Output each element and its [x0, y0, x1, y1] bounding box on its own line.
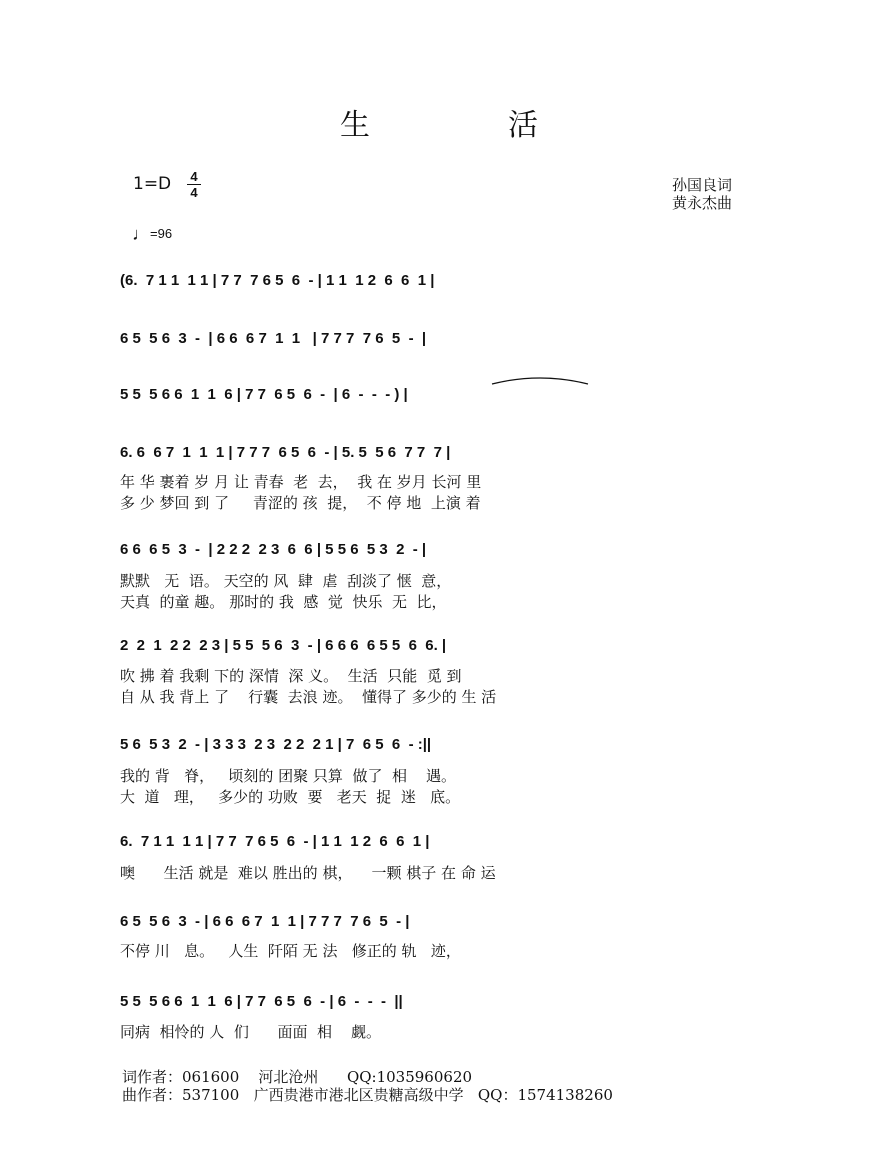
notation-text: 2 2 1 2 2 2 3 | 5 5 5 6 3 - | 6 6 6 6 5 5 6 6. | — [120, 637, 447, 654]
notation-text: 6. 7 1 1 1 1 | 7 7 7 6 5 6 - | 1 1 1 2 6 6 1 | — [120, 833, 430, 850]
notation-text: 5 5 5 6 6 1 1 6 | 7 7 6 5 6 - | 6 - - - || — [120, 993, 403, 1010]
notation-text: 5 5 5 6 6 1 1 6 | 7 7 6 5 6 - | 6 - - - ) | — [120, 386, 408, 403]
notation-row — [120, 736, 760, 766]
time-signature — [187, 170, 201, 199]
lyricist: 孙国良词 — [672, 176, 733, 194]
lyric-line: 同病 相怜的 人 们 面面 相 觑。 — [120, 1023, 382, 1041]
notation-row — [120, 913, 760, 943]
credits — [672, 176, 732, 212]
notation-row — [120, 272, 760, 302]
notation-text: 5 6 5 3 2 - | 3 3 3 2 3 2 2 2 1 | 7 6 5 6 - :|| — [120, 736, 432, 753]
notation-row — [120, 541, 760, 571]
lyric-line: 年 华 裹着 岁 月 让 青春 老 去， 我 在 岁月 长河 里 — [120, 473, 482, 491]
slur-mark — [120, 386, 760, 416]
notation-text: 6 5 5 6 3 - | 6 6 6 7 1 1 | 7 7 7 7 6 5 - | — [120, 330, 427, 347]
key-signature: 1=D — [133, 174, 172, 194]
tempo-marking — [132, 224, 172, 245]
time-signature-top: 4 — [190, 169, 198, 184]
notation-row — [120, 833, 760, 863]
footer-lyricist-info: 词作者：061600 河北沧州 QQ:1035960620 — [122, 1068, 473, 1086]
tempo-value: =96 — [150, 226, 173, 241]
lyric-line: 天真 的童 趣。 那时的 我 感 觉 快乐 无 比， — [120, 593, 447, 611]
lyric-line: 我的 背 脊， 顷刻的 团聚 只算 做了 相 遇。 — [120, 767, 457, 785]
composer: 黄永杰曲 — [672, 194, 733, 212]
lyric-line: 自 从 我 背上 了 行囊 去浪 迹。 懂得了 多少的 生 活 — [120, 688, 497, 706]
lyric-line: 默默 无 语。 天空的 风 肆 虐 刮淡了 惬 意， — [120, 572, 452, 590]
notation-row — [120, 993, 760, 1023]
lyric-line: 多 少 梦回 到 了 青涩的 孩 提， 不 停 地 上演 着 — [120, 494, 481, 512]
footer-composer-info: 曲作者：537100 广西贵港市港北区贵糖高级中学 QQ：1574138260 — [122, 1086, 613, 1104]
notation-row — [120, 386, 760, 416]
notation-row — [120, 330, 760, 360]
notation-row — [120, 637, 760, 667]
page-title-char-2: 活 — [508, 108, 538, 143]
notation-text: (6. 7 1 1 1 1 | 7 7 7 6 5 6 - | 1 1 1 2 6 6 1 | — [120, 272, 435, 289]
notation-text: 6 5 5 6 3 - | 6 6 6 7 1 1 | 7 7 7 7 6 5 - | — [120, 913, 410, 930]
notation-row — [120, 444, 760, 474]
lyric-line: 不停 川 息。 人生 阡陌 无 法 修正的 轨 迹， — [120, 942, 461, 960]
quarter-note-icon: ♩ — [132, 224, 150, 244]
notation-text: 6. 6 6 7 1 1 1 | 7 7 7 6 5 6 - | 5. 5 5 6 7 7 7 | — [120, 444, 451, 461]
notation-text: 6 6 6 5 3 - | 2 2 2 2 3 6 6 | 5 5 6 5 3 2 - | — [120, 541, 427, 558]
lyric-line: 吹 拂 着 我剩 下的 深情 深 义。 生活 只能 觅 到 — [120, 667, 462, 685]
time-signature-bottom: 4 — [190, 185, 198, 200]
lyric-line: 噢 生活 就是 难以 胜出的 棋， 一颗 棋子 在 命 运 — [120, 864, 496, 882]
lyric-line: 大 道 理， 多少的 功败 要 老天 捉 迷 底。 — [120, 788, 461, 806]
page-title-char-1: 生 — [340, 108, 370, 143]
